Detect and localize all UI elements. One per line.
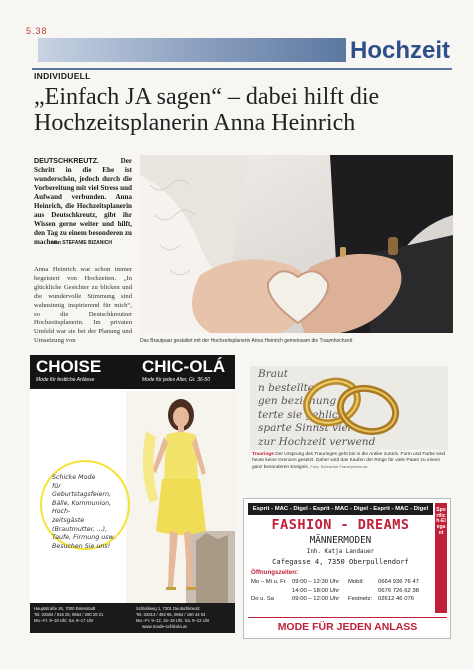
hand-line-5: Taufe, Firmung usw. [52,534,116,542]
model-in-yellow-dress-illustration [126,391,235,603]
brand-choise-tagline: Mode für festliche Anlässe [36,377,95,383]
handwritten-page-note: 5.38 [26,26,48,36]
ad1-website[interactable]: www.mode-schikola.at [142,624,187,629]
hours-time: 14:00 – 18:00 Uhr [292,587,340,594]
header-rule [32,68,452,70]
contact-number[interactable]: 0676 726 62 38 [378,587,419,594]
article-lead [34,157,132,247]
addr1-line-2: Tel. 02682 / 616 29, 0664 / 280 28 21 [34,612,104,617]
section-title: Hochzeit [350,37,451,64]
hand-line-6: Besuchen Sie uns! [52,542,111,550]
rings-caption-title: Trauringe [252,452,274,457]
article-author: von STEFANIE BIZANICH [52,240,113,246]
hand-line-4: zeitsgäste (Brautmutter, ...), [52,516,108,533]
rings-caption [252,452,450,472]
addr2-line-2: Tel. 02613 / 492 65, 0664 / 160 44 04 [136,612,206,617]
article-body: Anna Heinrich war schon immer begeistert von Hochzeiten. „In glückliche Gesichter zu blicken und die wundervolle Stimmung sind wahnsinnig inspirierend für mich“, so die Deutschkreutzer Hochzeitsplanerin. Im privaten Umfeld war sie bei der Planung und Umsetzung von [34,266,132,345]
rings-photo-credit: Foto: Schnecke Franz/pixelio.de [310,464,368,470]
hand-line-2: für Geburtstagsfeiern, [52,482,111,499]
ad1-header [30,355,235,389]
contact-number[interactable]: 0664 936 76 47 [378,579,419,585]
ad2-owner: Inh. Katja Landauer [306,549,375,555]
lead-city: DEUTSCHKREUTZ. [34,157,100,165]
ad2-side-banner [435,503,447,613]
ad1-address-eisenstadt [34,606,103,624]
brand-chicola: CHIC-OLÁ [142,357,226,376]
photo-caption: Das Brautpaar gestaltet mit der Hochzeitsplanerin Anna Heinrich gemeinsam die Traumhochzeit [140,338,353,344]
ad2-brand-strip: Esprit - MAC - Digel - Esprit - MAC - Digel - Esprit - MAC - Digel [248,503,433,515]
hours-row [251,578,419,587]
hours-row [251,595,419,604]
ad2-title: FASHION - DREAMS [271,517,410,533]
wedding-photo [140,155,453,333]
ad1-footer [30,603,235,633]
hand-line-1: Schicke Mode [52,474,96,481]
article-headline [34,84,454,136]
addr1-line-1: Hauptstraße 26, 7000 Eisenstadt [34,606,96,611]
ad2-slogan: MODE FÜR JEDEN ANLASS [248,617,447,637]
rings-caption-text: Der Ursprung des Trauringes geht bis in die Antike zurück. Form und Farbe sind heute keine Grenzen gesetzt. Daher wird das Kaufen der Ringe für viele Paare zu einem ganz besonderen Ereignis. [252,452,446,471]
addr2-line-3: Mo.–Fr. 9–12, 15–18 Uhr, Sa. 9–12 Uhr [136,618,210,623]
lead-text: Der Schritt in die Ehe ist wunderschön, jedoch durch die Vorbereitung mit viel Stress und Aufwand verbunden. Anna Heinrich, die Hochzeitsplanerin aus Deutschkreutz, gibt ihr Wissen gerne weiter und hilft, den Tag zu einem besonderen zu machen. [34,157,133,246]
hours-time: 09:00 – 12:30 Uhr [292,579,340,585]
script-line-6: zur Hochzeit verwend [258,435,376,448]
contact-label: Festnetz: [348,596,373,603]
hand-line-3: Bälle, Kommunion, Hoch- [52,499,112,516]
script-line-1: Braut [258,368,288,380]
contact-number[interactable]: 02612 46 076 [378,596,415,603]
script-line-2: n bestellte [258,381,315,394]
hours-row [251,587,419,596]
addr1-line-3: Mo.–Fr. 9–18 Uhr, Sa. 9–17 Uhr [34,618,94,623]
ad2-subtitle: MÄNNERMODEN [309,535,372,546]
ad1-address-deutschkreutz [136,606,209,624]
wedding-rings-photo [250,366,448,450]
ad-choise-chicola [30,355,235,633]
gold-rings-icon [250,366,448,450]
ad1-handwritten-text [40,460,130,550]
addr2-line-1: Schloßweg 1, 7301 Deutschkreutz [136,606,200,611]
ad2-hours-label: Öffnungszeiten: [251,569,299,576]
article-kicker: INDIVIDUELL [34,71,91,81]
headline-line-1: „Einfach JA sagen“ – dabei hilft die [34,84,380,110]
ad2-side-text: Sportlich-Elegant [436,507,446,536]
headline-line-2: Hochzeitsplanerin Anna Heinrich [34,110,356,136]
brand-choise: CHOISE [36,357,102,376]
wedding-couple-illustration [140,155,453,333]
hours-days: Do u. Sa [251,596,274,603]
ad2-hours-table [251,578,419,604]
section-header-bar [38,38,346,62]
hours-time: 09:00 – 12:00 Uhr [292,596,340,603]
script-line-4: terte sie gehlich. [258,408,348,421]
ad2-address: Cafegasse 4, 7350 Oberpullendorf [272,557,409,566]
contact-label: Mobil: [348,579,364,585]
brand-chicola-tagline: Mode für jedes Alter, Gr. 36-50 [142,377,210,383]
ad-fashion-dreams [243,498,451,639]
script-line-5: sparte Sinnst viel [258,422,352,434]
script-line-3: gen beziehung [258,395,337,407]
hours-days: Mo – Mi u. Fr [251,579,286,585]
